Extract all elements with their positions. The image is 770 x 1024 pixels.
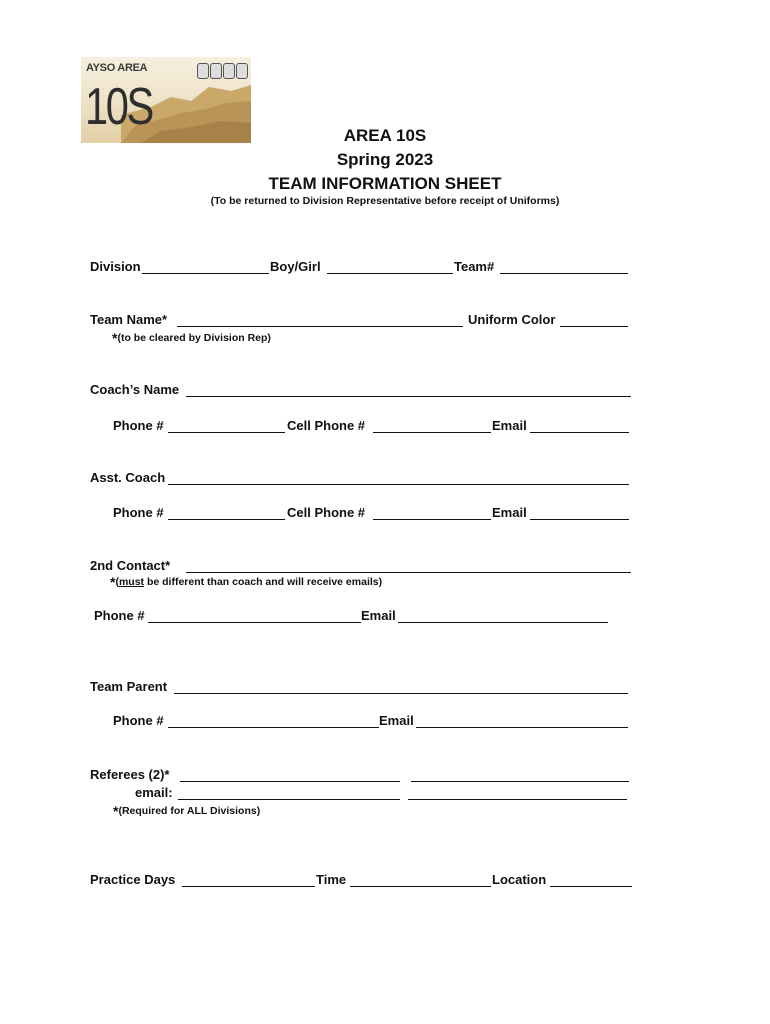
- form-title: TEAM INFORMATION SHEET: [268, 174, 502, 193]
- team-parent-label: Team Parent: [90, 679, 168, 694]
- referee-2-email-field[interactable]: [408, 799, 627, 800]
- second-email-label: Email: [361, 608, 396, 623]
- coach-cell-label: Cell Phone #: [287, 418, 366, 433]
- parent-phone-label: Phone #: [113, 713, 164, 728]
- coach-phone-label: Phone #: [113, 418, 164, 433]
- seal-icon: [236, 63, 248, 79]
- second-contact-label: 2nd Contact*: [90, 558, 171, 573]
- parent-phone-field[interactable]: [168, 727, 379, 728]
- boy-girl-field[interactable]: [327, 273, 453, 274]
- team-name-field[interactable]: [177, 326, 463, 327]
- practice-row: [90, 872, 633, 890]
- division-row: [90, 259, 630, 277]
- seal-icon: [197, 63, 209, 79]
- referees-email-row: [135, 785, 629, 803]
- asst-coach-label: Asst. Coach: [90, 470, 166, 485]
- second-phone-label: Phone #: [94, 608, 145, 623]
- season-title: Spring 2023: [336, 150, 434, 169]
- referee-1-field[interactable]: [180, 781, 400, 782]
- page-title: AREA 10S: [343, 126, 427, 145]
- asst-coach-contact-row: [113, 505, 630, 523]
- parent-email-label: Email: [379, 713, 414, 728]
- parent-email-field[interactable]: [416, 727, 628, 728]
- form-subtitle: (To be returned to Division Representative before receipt of Uniforms): [210, 195, 560, 207]
- division-field[interactable]: [142, 273, 269, 274]
- referees-note: *(Required for ALL Divisions): [113, 803, 261, 819]
- team-parent-row: [90, 679, 630, 697]
- seal-icon: [210, 63, 222, 79]
- coach-email-label: Email: [492, 418, 527, 433]
- uniform-color-field[interactable]: [560, 326, 628, 327]
- coach-name-label: Coach’s Name: [90, 382, 180, 397]
- practice-time-field[interactable]: [350, 886, 491, 887]
- coach-phone-field[interactable]: [168, 432, 285, 433]
- asst-email-label: Email: [492, 505, 527, 520]
- team-name-row: [90, 312, 630, 330]
- ref-email-label: email:: [135, 785, 173, 800]
- coach-cell-field[interactable]: [373, 432, 491, 433]
- second-phone-field[interactable]: [148, 622, 361, 623]
- practice-location-field[interactable]: [550, 886, 632, 887]
- logo-area-number: 10S: [85, 78, 152, 136]
- asst-phone-field[interactable]: [168, 519, 285, 520]
- practice-location-label: Location: [492, 872, 547, 887]
- uniform-color-label: Uniform Color: [468, 312, 556, 327]
- second-email-field[interactable]: [398, 622, 608, 623]
- seal-icon: [223, 63, 235, 79]
- team-number-field[interactable]: [500, 273, 628, 274]
- referee-2-field[interactable]: [411, 781, 629, 782]
- referees-row: [90, 767, 631, 785]
- asst-email-field[interactable]: [530, 519, 629, 520]
- asst-cell-label: Cell Phone #: [287, 505, 366, 520]
- asst-coach-row: [90, 470, 630, 488]
- coach-contact-row: [113, 418, 630, 436]
- team-name-label: Team Name*: [90, 312, 168, 327]
- asst-phone-label: Phone #: [113, 505, 164, 520]
- team-parent-field[interactable]: [174, 693, 628, 694]
- coach-name-row: [90, 382, 631, 400]
- asst-cell-field[interactable]: [373, 519, 491, 520]
- logo-org-text: AYSO AREA: [86, 62, 148, 74]
- team-parent-contact-row: [113, 713, 630, 731]
- boy-girl-label: Boy/Girl: [270, 259, 321, 274]
- team-name-note: *(to be cleared by Division Rep): [112, 330, 271, 346]
- practice-days-field[interactable]: [182, 886, 315, 887]
- practice-days-label: Practice Days: [90, 872, 176, 887]
- coach-email-field[interactable]: [530, 432, 629, 433]
- asst-coach-field[interactable]: [168, 484, 629, 485]
- practice-time-label: Time: [316, 872, 347, 887]
- division-label: Division: [90, 259, 141, 274]
- referee-1-email-field[interactable]: [178, 799, 400, 800]
- second-contact-note: *(must be different than coach and will receive emails): [110, 574, 383, 590]
- team-number-label: Team#: [454, 259, 495, 274]
- coach-name-field[interactable]: [186, 396, 631, 397]
- referees-label: Referees (2)*: [90, 767, 170, 782]
- second-contact-contact-row: [94, 608, 610, 626]
- second-contact-field[interactable]: [186, 572, 631, 573]
